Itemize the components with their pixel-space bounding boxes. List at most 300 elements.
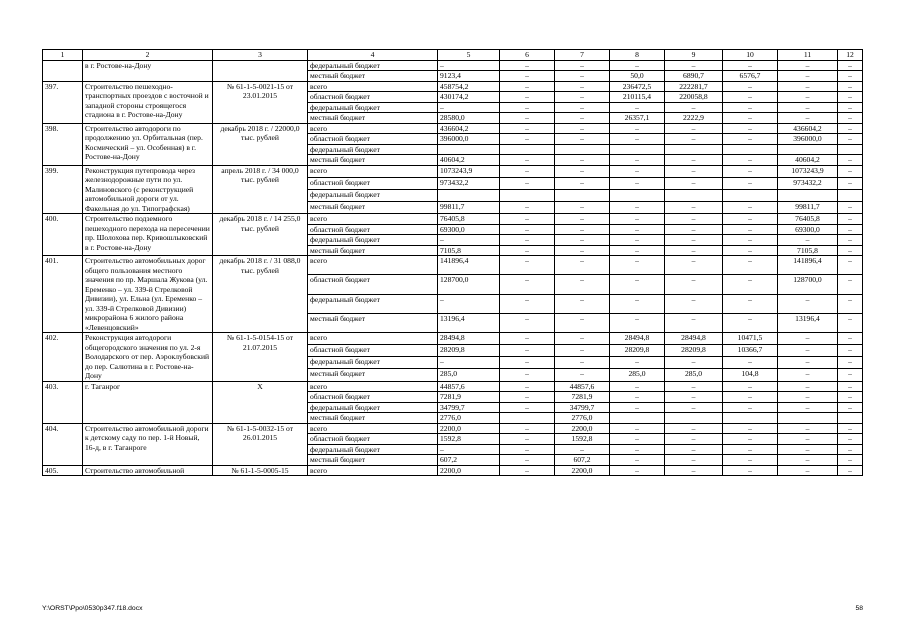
document-reference: декабрь 2018 г. / 31 088,0 тыс. рублей — [213, 256, 308, 333]
amount-cell: – — [610, 444, 665, 455]
object-name: Реконструкция автодороги общегородского значения по ул. 2-я Володарского от пер. Аэроклубовский до пер. Салютина в г. Ростове-на-Дону — [83, 333, 213, 382]
amount-cell: 28494,8 — [610, 333, 665, 345]
document-reference: декабрь 2018 г. / 22000,0 тыс. рублей — [213, 123, 308, 165]
amount-cell: – — [723, 357, 778, 369]
funding-source: областной бюджет — [308, 392, 438, 403]
amount-cell: – — [723, 294, 778, 313]
amount-cell: 430174,2 — [438, 92, 500, 103]
amount-cell: – — [778, 235, 838, 246]
amount-cell: – — [500, 224, 555, 235]
amount-cell: – — [665, 245, 723, 256]
column-header: 11 — [778, 50, 838, 61]
amount-cell — [500, 413, 555, 424]
amount-cell — [610, 144, 665, 155]
funding-source: областной бюджет — [308, 177, 438, 189]
amount-cell: 285,0 — [610, 369, 665, 381]
funding-source: всего — [308, 256, 438, 275]
object-name: Строительство автодороги по продолжению ул. Орбитальная (пер. Космический – ул. Особенная) в г. Ростове-на-Дону — [83, 123, 213, 165]
amount-cell: – — [778, 113, 838, 124]
amount-cell: 2776,0 — [438, 413, 500, 424]
amount-cell: – — [838, 235, 863, 246]
amount-cell: – — [723, 60, 778, 71]
amount-cell: – — [723, 423, 778, 434]
amount-cell: 76405,8 — [778, 214, 838, 225]
amount-cell: – — [500, 333, 555, 345]
amount-cell: – — [723, 165, 778, 177]
amount-cell: – — [838, 357, 863, 369]
amount-cell: – — [723, 235, 778, 246]
amount-cell: – — [665, 423, 723, 434]
amount-cell: 141896,4 — [438, 256, 500, 275]
amount-cell: 141896,4 — [778, 256, 838, 275]
amount-cell: 1592,8 — [555, 434, 610, 445]
amount-cell: – — [555, 113, 610, 124]
amount-cell: – — [778, 455, 838, 466]
amount-cell — [665, 189, 723, 201]
object-name: Строительство подземного пешеходного перехода на пересечении пр. Шолохова пер. Кривошлыковский в г. Ростове-на-Дону — [83, 214, 213, 256]
amount-cell: 99811,7 — [778, 201, 838, 213]
amount-cell: – — [778, 434, 838, 445]
amount-cell: – — [665, 123, 723, 134]
amount-cell: 44857,6 — [438, 381, 500, 392]
amount-cell: – — [838, 123, 863, 134]
amount-cell: – — [500, 357, 555, 369]
amount-cell: – — [723, 177, 778, 189]
amount-cell: 2200,0 — [555, 423, 610, 434]
amount-cell: – — [500, 444, 555, 455]
amount-cell: 396000,0 — [438, 134, 500, 145]
amount-cell: 34799,7 — [438, 402, 500, 413]
column-header: 4 — [308, 50, 438, 61]
funding-source: местный бюджет — [308, 369, 438, 381]
amount-cell: – — [838, 165, 863, 177]
amount-cell: – — [555, 165, 610, 177]
amount-cell: – — [838, 444, 863, 455]
amount-cell: – — [838, 455, 863, 466]
amount-cell: – — [555, 357, 610, 369]
column-header: 1 — [43, 50, 83, 61]
table-row — [43, 165, 863, 177]
amount-cell: – — [500, 155, 555, 166]
amount-cell: 222281,7 — [665, 81, 723, 92]
column-header: 12 — [838, 50, 863, 61]
amount-cell: 458754,2 — [438, 81, 500, 92]
amount-cell: – — [555, 294, 610, 313]
amount-cell: – — [500, 294, 555, 313]
amount-cell: – — [500, 423, 555, 434]
amount-cell — [723, 413, 778, 424]
amount-cell — [838, 413, 863, 424]
amount-cell: – — [838, 134, 863, 145]
item-number: 403. — [43, 381, 83, 423]
object-name: Строительство автомобильной — [83, 465, 213, 476]
amount-cell: – — [500, 134, 555, 145]
amount-cell: – — [723, 224, 778, 235]
amount-cell: – — [778, 333, 838, 345]
amount-cell: 9123,4 — [438, 71, 500, 82]
amount-cell: – — [838, 102, 863, 113]
amount-cell: 13196,4 — [438, 313, 500, 332]
funding-source: областной бюджет — [308, 224, 438, 235]
amount-cell: – — [665, 392, 723, 403]
amount-cell — [838, 144, 863, 155]
funding-source: местный бюджет — [308, 413, 438, 424]
funding-source: всего — [308, 381, 438, 392]
amount-cell: 40604,2 — [438, 155, 500, 166]
amount-cell: – — [610, 60, 665, 71]
amount-cell — [778, 413, 838, 424]
amount-cell: – — [555, 155, 610, 166]
funding-source: местный бюджет — [308, 455, 438, 466]
amount-cell: – — [665, 313, 723, 332]
document-reference: № 61-1-5-0154-15 от 21.07.2015 — [213, 333, 308, 382]
table-row — [43, 465, 863, 476]
funding-source: федеральный бюджет — [308, 357, 438, 369]
header-row — [43, 50, 863, 61]
amount-cell: – — [555, 275, 610, 294]
funding-source: всего — [308, 465, 438, 476]
amount-cell: – — [500, 245, 555, 256]
amount-cell: – — [665, 465, 723, 476]
object-name: г. Таганрог — [83, 381, 213, 423]
amount-cell: 285,0 — [438, 369, 500, 381]
amount-cell: – — [610, 275, 665, 294]
funding-source: всего — [308, 214, 438, 225]
document-reference: Х — [213, 381, 308, 423]
funding-source: областной бюджет — [308, 345, 438, 357]
amount-cell: – — [500, 465, 555, 476]
amount-cell: – — [723, 245, 778, 256]
object-name: Строительство автомобильных дорог общего пользования местного значения по пр. Маршала Жукова (ул. Еременко – ул. 339-й Стрелковой Дивизии), ул. Ельна (ул. Еременко – ул. 339-й Стрелковой Дивизии) микрорайона 6 жилого района «Левенцовский» — [83, 256, 213, 333]
amount-cell: 28209,8 — [438, 345, 500, 357]
funding-source: федеральный бюджет — [308, 144, 438, 155]
item-number: 399. — [43, 165, 83, 214]
amount-cell: – — [500, 402, 555, 413]
amount-cell: – — [838, 402, 863, 413]
amount-cell: – — [500, 369, 555, 381]
amount-cell: 2200,0 — [438, 465, 500, 476]
funding-source: местный бюджет — [308, 155, 438, 166]
amount-cell: 128700,0 — [778, 275, 838, 294]
table-row — [43, 381, 863, 392]
document-reference: апрель 2018 г. / 34 000,0 тыс. рублей — [213, 165, 308, 214]
amount-cell: – — [610, 313, 665, 332]
amount-cell: 607,2 — [555, 455, 610, 466]
document-reference: № 61-1-5-0021-15 от 23.01.2015 — [213, 81, 308, 123]
amount-cell: – — [610, 224, 665, 235]
amount-cell: – — [723, 102, 778, 113]
amount-cell: – — [838, 434, 863, 445]
amount-cell: – — [500, 313, 555, 332]
object-name: Реконструкция путепровода через железнодорожные пути по ул. Малиновского (с реконструкцией автомобильной дороги от ул. Факельная до ул. Типографская) — [83, 165, 213, 214]
amount-cell: – — [723, 92, 778, 103]
amount-cell — [723, 144, 778, 155]
amount-cell: – — [610, 134, 665, 145]
amount-cell — [665, 413, 723, 424]
amount-cell: – — [610, 256, 665, 275]
amount-cell: 69300,0 — [438, 224, 500, 235]
item-number — [43, 60, 83, 81]
amount-cell: – — [838, 423, 863, 434]
amount-cell: – — [778, 465, 838, 476]
column-header: 5 — [438, 50, 500, 61]
amount-cell: – — [665, 381, 723, 392]
amount-cell: – — [500, 381, 555, 392]
amount-cell: 2200,0 — [438, 423, 500, 434]
funding-source: федеральный бюджет — [308, 189, 438, 201]
table-row — [43, 81, 863, 92]
amount-cell — [778, 144, 838, 155]
amount-cell: – — [838, 345, 863, 357]
amount-cell: – — [838, 177, 863, 189]
amount-cell: 44857,6 — [555, 381, 610, 392]
amount-cell: – — [723, 123, 778, 134]
amount-cell: – — [665, 294, 723, 313]
amount-cell — [610, 413, 665, 424]
amount-cell: – — [610, 357, 665, 369]
amount-cell: – — [665, 402, 723, 413]
amount-cell: – — [555, 134, 610, 145]
amount-cell: 2222,9 — [665, 113, 723, 124]
amount-cell: – — [665, 134, 723, 145]
amount-cell: – — [610, 201, 665, 213]
item-number: 405. — [43, 465, 83, 476]
amount-cell: – — [723, 275, 778, 294]
amount-cell: – — [838, 465, 863, 476]
amount-cell: – — [723, 256, 778, 275]
amount-cell: – — [838, 71, 863, 82]
amount-cell: – — [723, 134, 778, 145]
funding-source: всего — [308, 333, 438, 345]
object-name: Строительство пешеходно-транспортных проездов с восточной и западной стороны строящегося стадиона в г. Ростове-на-Дону — [83, 81, 213, 123]
amount-cell: – — [610, 245, 665, 256]
amount-cell: – — [610, 455, 665, 466]
amount-cell: – — [665, 357, 723, 369]
item-number: 402. — [43, 333, 83, 382]
amount-cell: – — [665, 102, 723, 113]
amount-cell: 28494,8 — [665, 333, 723, 345]
amount-cell: – — [838, 333, 863, 345]
amount-cell: – — [500, 102, 555, 113]
amount-cell — [555, 144, 610, 155]
amount-cell: 128700,0 — [438, 275, 500, 294]
amount-cell: – — [778, 81, 838, 92]
amount-cell: – — [778, 357, 838, 369]
amount-cell: – — [555, 71, 610, 82]
amount-cell: – — [838, 81, 863, 92]
item-number: 398. — [43, 123, 83, 165]
table-row — [43, 214, 863, 225]
amount-cell — [610, 189, 665, 201]
amount-cell: – — [500, 165, 555, 177]
amount-cell: – — [500, 123, 555, 134]
amount-cell: – — [555, 123, 610, 134]
amount-cell: – — [610, 392, 665, 403]
amount-cell: – — [723, 455, 778, 466]
budget-table — [42, 49, 863, 476]
amount-cell: – — [838, 369, 863, 381]
amount-cell: 210115,4 — [610, 92, 665, 103]
item-number: 401. — [43, 256, 83, 333]
amount-cell: – — [500, 71, 555, 82]
amount-cell: – — [555, 369, 610, 381]
amount-cell: 40604,2 — [778, 155, 838, 166]
table-row — [43, 256, 863, 275]
funding-source: местный бюджет — [308, 245, 438, 256]
amount-cell: – — [610, 177, 665, 189]
item-number: 397. — [43, 81, 83, 123]
amount-cell — [555, 189, 610, 201]
amount-cell: 28209,8 — [610, 345, 665, 357]
amount-cell: 26357,1 — [610, 113, 665, 124]
amount-cell: – — [555, 444, 610, 455]
amount-cell: – — [555, 256, 610, 275]
amount-cell: – — [778, 392, 838, 403]
amount-cell: 28494,8 — [438, 333, 500, 345]
amount-cell: – — [438, 102, 500, 113]
amount-cell: – — [610, 214, 665, 225]
document-reference — [213, 60, 308, 81]
amount-cell: – — [555, 235, 610, 246]
amount-cell — [778, 189, 838, 201]
amount-cell: – — [555, 201, 610, 213]
amount-cell: – — [778, 71, 838, 82]
funding-source: федеральный бюджет — [308, 294, 438, 313]
amount-cell: – — [778, 423, 838, 434]
funding-source: всего — [308, 123, 438, 134]
column-header: 2 — [83, 50, 213, 61]
amount-cell: – — [665, 434, 723, 445]
amount-cell: – — [838, 245, 863, 256]
amount-cell — [665, 144, 723, 155]
amount-cell: 1592,8 — [438, 434, 500, 445]
amount-cell: 607,2 — [438, 455, 500, 466]
amount-cell: – — [555, 245, 610, 256]
amount-cell: – — [778, 402, 838, 413]
amount-cell: – — [723, 392, 778, 403]
amount-cell: – — [665, 256, 723, 275]
amount-cell: – — [555, 224, 610, 235]
amount-cell — [500, 189, 555, 201]
amount-cell: 10471,5 — [723, 333, 778, 345]
amount-cell: 285,0 — [665, 369, 723, 381]
amount-cell: – — [723, 402, 778, 413]
amount-cell: – — [610, 123, 665, 134]
amount-cell: – — [610, 423, 665, 434]
funding-source: местный бюджет — [308, 71, 438, 82]
amount-cell: – — [555, 333, 610, 345]
amount-cell: 396000,0 — [778, 134, 838, 145]
amount-cell: – — [500, 345, 555, 357]
amount-cell: 220058,8 — [665, 92, 723, 103]
amount-cell: 7281,9 — [555, 392, 610, 403]
amount-cell — [438, 189, 500, 201]
amount-cell: – — [438, 294, 500, 313]
amount-cell: – — [610, 102, 665, 113]
amount-cell: – — [723, 214, 778, 225]
funding-source: местный бюджет — [308, 313, 438, 332]
amount-cell: – — [610, 155, 665, 166]
amount-cell: – — [838, 294, 863, 313]
amount-cell: – — [665, 224, 723, 235]
column-header: 7 — [555, 50, 610, 61]
document-reference: № 61-1-5-0032-15 от 26.01.2015 — [213, 423, 308, 465]
amount-cell: – — [438, 235, 500, 246]
amount-cell: – — [778, 60, 838, 71]
object-name: Строительство автомобильной дороги к детскому саду по пер. 1-й Новый, 16-д, в г. Таганроге — [83, 423, 213, 465]
funding-source: федеральный бюджет — [308, 60, 438, 71]
funding-source: федеральный бюджет — [308, 235, 438, 246]
column-header: 8 — [610, 50, 665, 61]
funding-source: местный бюджет — [308, 201, 438, 213]
document-reference: декабрь 2018 г. / 14 255,0 тыс. рублей — [213, 214, 308, 256]
amount-cell: 1073243,9 — [778, 165, 838, 177]
amount-cell: – — [723, 113, 778, 124]
funding-source: всего — [308, 423, 438, 434]
amount-cell: – — [778, 369, 838, 381]
amount-cell: – — [665, 455, 723, 466]
item-number: 404. — [43, 423, 83, 465]
column-header: 6 — [500, 50, 555, 61]
amount-cell: – — [723, 201, 778, 213]
amount-cell: – — [723, 444, 778, 455]
amount-cell: – — [500, 113, 555, 124]
amount-cell: – — [665, 235, 723, 246]
object-name: в г. Ростове-на-Дону — [83, 60, 213, 81]
amount-cell: – — [838, 392, 863, 403]
table-row — [43, 60, 863, 71]
amount-cell — [838, 189, 863, 201]
amount-cell: – — [778, 294, 838, 313]
amount-cell: 7281,9 — [438, 392, 500, 403]
funding-source: федеральный бюджет — [308, 102, 438, 113]
amount-cell: – — [665, 275, 723, 294]
amount-cell: – — [723, 81, 778, 92]
amount-cell: – — [838, 381, 863, 392]
amount-cell: 99811,7 — [438, 201, 500, 213]
amount-cell: 2776,0 — [555, 413, 610, 424]
amount-cell: – — [500, 177, 555, 189]
amount-cell: – — [555, 345, 610, 357]
amount-cell: – — [500, 60, 555, 71]
amount-cell: – — [555, 60, 610, 71]
amount-cell: – — [838, 224, 863, 235]
amount-cell: 28209,8 — [665, 345, 723, 357]
amount-cell: 34799,7 — [555, 402, 610, 413]
table-row — [43, 123, 863, 134]
amount-cell: – — [665, 177, 723, 189]
amount-cell: – — [778, 102, 838, 113]
amount-cell: – — [500, 392, 555, 403]
amount-cell: – — [838, 155, 863, 166]
amount-cell: – — [500, 81, 555, 92]
column-header: 3 — [213, 50, 308, 61]
amount-cell: – — [838, 92, 863, 103]
amount-cell: 2200,0 — [555, 465, 610, 476]
amount-cell: 6576,7 — [723, 71, 778, 82]
amount-cell: – — [665, 214, 723, 225]
amount-cell: 973432,2 — [438, 177, 500, 189]
amount-cell: – — [610, 235, 665, 246]
amount-cell: – — [610, 402, 665, 413]
amount-cell: – — [500, 214, 555, 225]
amount-cell: – — [838, 60, 863, 71]
amount-cell: – — [665, 201, 723, 213]
funding-source: местный бюджет — [308, 113, 438, 124]
funding-source: областной бюджет — [308, 275, 438, 294]
amount-cell: – — [723, 313, 778, 332]
amount-cell: – — [665, 155, 723, 166]
